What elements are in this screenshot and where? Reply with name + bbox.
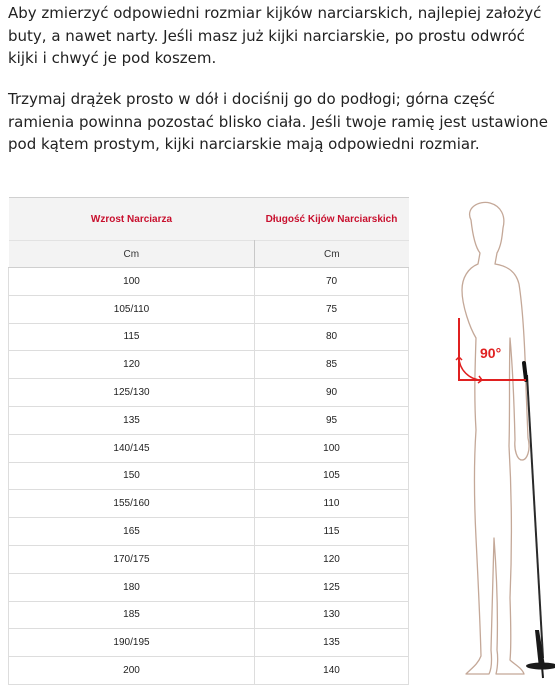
cell-pole-length: 135 xyxy=(255,629,409,657)
table-row xyxy=(9,406,409,434)
table-row xyxy=(9,434,409,462)
table-row xyxy=(9,573,409,601)
cell-skier-height: 150 xyxy=(9,462,255,490)
cell-skier-height: 190/195 xyxy=(9,629,255,657)
cell-pole-length: 90 xyxy=(255,379,409,407)
cell-skier-height: 165 xyxy=(9,518,255,546)
cell-pole-length: 95 xyxy=(255,406,409,434)
cell-pole-length: 70 xyxy=(255,268,409,296)
cell-skier-height: 200 xyxy=(9,657,255,685)
table-row xyxy=(9,462,409,490)
table-row xyxy=(9,601,409,629)
cell-pole-length: 105 xyxy=(255,462,409,490)
table-row xyxy=(9,351,409,379)
unit-pole-length: Cm xyxy=(255,241,409,268)
cell-pole-length: 115 xyxy=(255,518,409,546)
cell-skier-height: 105/110 xyxy=(9,295,255,323)
table-header-row xyxy=(9,198,409,241)
table-row xyxy=(9,379,409,407)
table-row xyxy=(9,490,409,518)
cell-skier-height: 170/175 xyxy=(9,545,255,573)
cell-pole-length: 130 xyxy=(255,601,409,629)
angle-label: 90° xyxy=(480,345,502,361)
table-body xyxy=(9,268,409,685)
cell-skier-height: 140/145 xyxy=(9,434,255,462)
cell-skier-height: 155/160 xyxy=(9,490,255,518)
cell-skier-height: 180 xyxy=(9,573,255,601)
skier-pole-figure xyxy=(418,198,555,681)
header-pole-length: Długość Kijów Narciarskich xyxy=(255,198,409,241)
person-silhouette xyxy=(462,202,529,674)
cell-pole-length: 140 xyxy=(255,657,409,685)
table-row xyxy=(9,545,409,573)
cell-pole-length: 100 xyxy=(255,434,409,462)
size-table xyxy=(8,197,409,685)
ski-pole xyxy=(524,363,555,678)
cell-pole-length: 110 xyxy=(255,490,409,518)
intro-paragraph-1: Aby zmierzyć odpowiedni rozmiar kijków narciarskich, najlepiej założyć buty, a nawet narty. Jeśli masz już kijki narciarskie, po prostu odwróć kijki i chwyć je pod koszem. xyxy=(8,4,542,67)
cell-pole-length: 80 xyxy=(255,323,409,351)
cell-skier-height: 120 xyxy=(9,351,255,379)
table-row xyxy=(9,323,409,351)
cell-skier-height: 100 xyxy=(9,268,255,296)
cell-skier-height: 115 xyxy=(9,323,255,351)
table-units-row xyxy=(9,241,409,268)
cell-pole-length: 125 xyxy=(255,573,409,601)
unit-skier-height: Cm xyxy=(9,241,255,268)
cell-skier-height: 125/130 xyxy=(9,379,255,407)
table-row xyxy=(9,268,409,296)
intro-paragraph-2: Trzymaj drążek prosto w dół i dociśnij go do podłogi; górna część ramienia powinna pozostać blisko ciała. Jeśli twoje ramię jest ustawione pod kątem prostym, kijki narciarskie mają odpowiedni rozmiar. xyxy=(8,90,548,153)
table-row xyxy=(9,295,409,323)
header-skier-height: Wzrost Narciarza xyxy=(9,198,255,241)
cell-skier-height: 185 xyxy=(9,601,255,629)
cell-pole-length: 85 xyxy=(255,351,409,379)
cell-pole-length: 120 xyxy=(255,545,409,573)
table-row xyxy=(9,518,409,546)
cell-skier-height: 135 xyxy=(9,406,255,434)
table-row xyxy=(9,657,409,685)
cell-pole-length: 75 xyxy=(255,295,409,323)
table-row xyxy=(9,629,409,657)
